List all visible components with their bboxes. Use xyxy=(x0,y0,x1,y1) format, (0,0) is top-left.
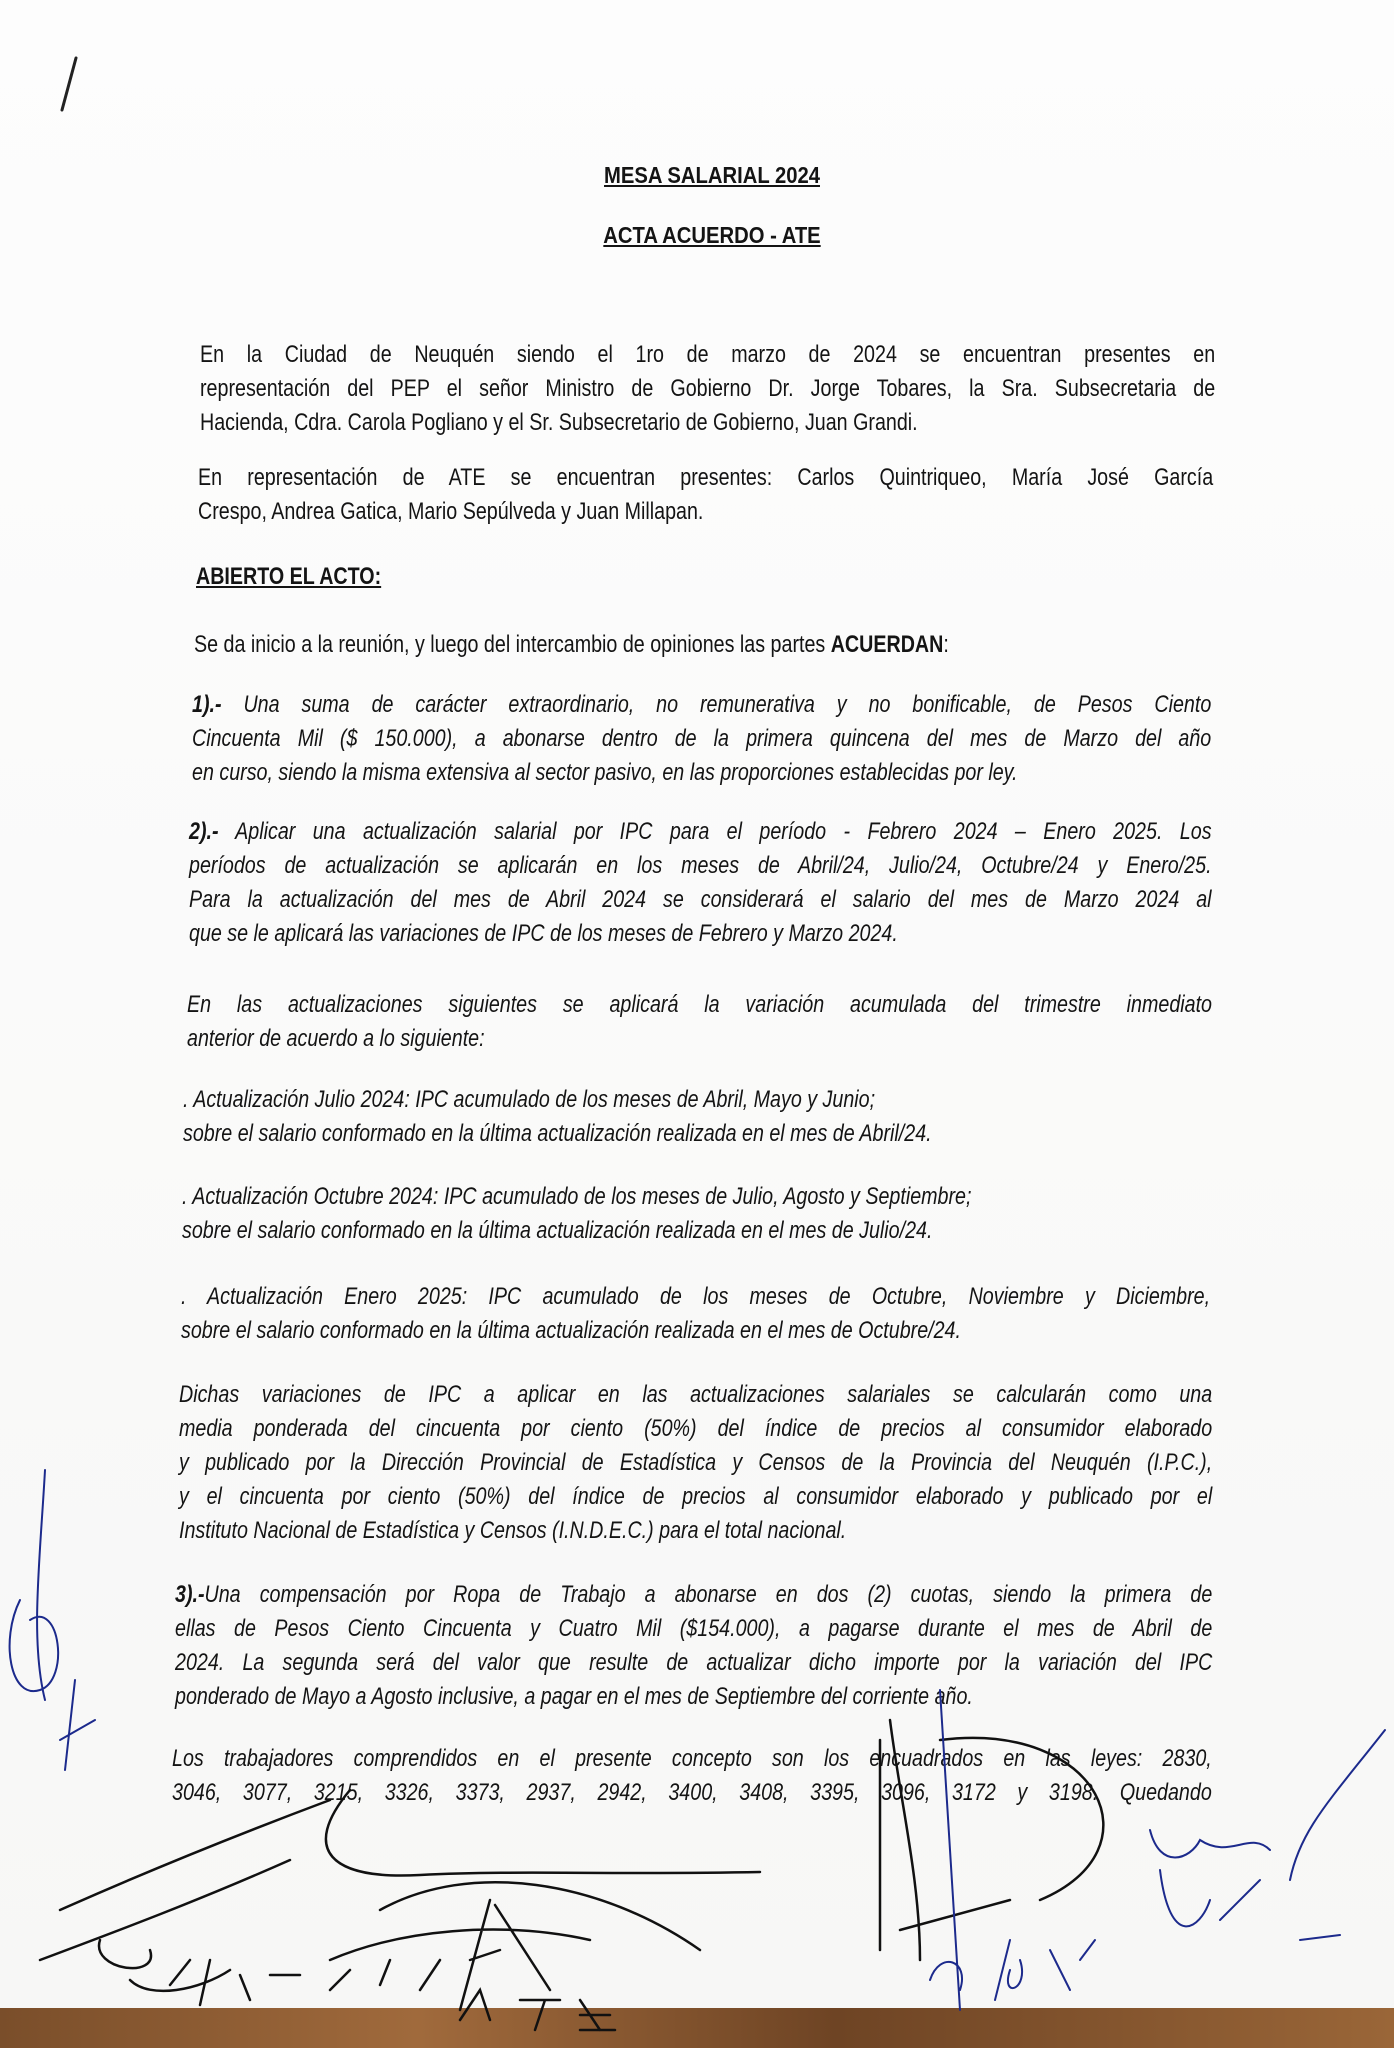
item1-text: Una suma de carácter extraordinario, no remunerativa y no bonificable, de Pesos Ciento xyxy=(221,691,1212,718)
p1-line: Hacienda, Cdra. Carola Pogliano y el Sr. Subsecretario de Gobierno, Juan Grandi. xyxy=(200,409,918,436)
variations-line: media ponderada del cincuenta por ciento (50%) del índice de precios al consumidor elaborado xyxy=(179,1415,1213,1442)
item2b-line: En las actualizaciones siguientes se aplicará la variación acumulada del trimestre inmediato xyxy=(187,991,1212,1018)
table-surface xyxy=(0,2008,1394,2048)
item1-line xyxy=(192,690,1211,720)
item3-text: Una compensación por Ropa de Trabajo a abonarse en dos (2) cuotas, siendo la primera de xyxy=(204,1581,1213,1608)
item2-line: que se le aplicará las variaciones de IPC de los meses de Febrero y Marzo 2024. xyxy=(189,920,898,947)
item2b-line: anterior de acuerdo a lo siguiente: xyxy=(187,1025,485,1052)
document-subtitle: ACTA ACUERDO - ATE xyxy=(603,222,821,248)
item3-line: 2024. La segunda será del valor que resulte de actualizar dicho importe por la variación del IPC xyxy=(175,1649,1213,1676)
variations-line: Instituto Nacional de Estadística y Censos (I.N.D.E.C.) para el total nacional. xyxy=(179,1517,847,1544)
item2-number: 2).- xyxy=(189,818,219,845)
item1-line: Cincuenta Mil ($ 150.000), a abonarse dentro de la primera quincena del mes de Marzo del año xyxy=(192,725,1212,752)
intro-line xyxy=(194,630,1209,660)
item2-text: Aplicar una actualización salarial por IPC para el período - Febrero 2024 – Enero 2025. Los xyxy=(218,818,1212,845)
item3-line: ellas de Pesos Ciento Cincuenta y Cuatro Mil ($154.000), a pagarse durante el mes de Abril de xyxy=(175,1615,1213,1642)
intro-bold: ACUERDAN xyxy=(830,631,944,658)
workers-line: 3046, 3077, 3215, 3326, 3373, 2937, 2942, 3400, 3408, 3395, 3096, 3172 y 3198. Quedando xyxy=(172,1779,1212,1806)
update-january-line: sobre el salario conformado en la última actualización realizada en el mes de Octubre/24. xyxy=(181,1317,961,1344)
item3-line: ponderado de Mayo a Agosto inclusive, a pagar en el mes de Septiembre del corriente año. xyxy=(175,1683,973,1710)
workers-line: Los trabajadores comprendidos en el presente concepto son los encuadrados en las leyes: 2830, xyxy=(172,1745,1212,1772)
update-october-line: sobre el salario conformado en la última actualización realizada en el mes de Julio/24. xyxy=(182,1217,933,1244)
update-january-line: . Actualización Enero 2025: IPC acumulado de los meses de Octubre, Noviembre y Diciembre, xyxy=(181,1283,1211,1310)
variations-line: y el cincuenta por ciento (50%) del índice de precios al consumidor elaborado y publicado por el xyxy=(179,1483,1213,1510)
update-july-line: sobre el salario conformado en la última actualización realizada en el mes de Abril/24. xyxy=(183,1120,932,1147)
item2-line xyxy=(189,817,1212,847)
item1-line: en curso, siendo la misma extensiva al sector pasivo, en las proporciones establecidas por ley. xyxy=(192,759,1018,786)
item1-number: 1).- xyxy=(192,691,222,718)
p1-line: representación del PEP el señor Ministro de Gobierno Dr. Jorge Tobares, la Sra. Subsecretaria de xyxy=(200,375,1216,402)
document-title: MESA SALARIAL 2024 xyxy=(604,162,820,188)
item3-number: 3).- xyxy=(175,1581,205,1608)
item2-line: Para la actualización del mes de Abril 2024 se considerará el salario del mes de Marzo 2024 al xyxy=(189,886,1212,913)
item3-line xyxy=(175,1580,1212,1610)
section-heading: ABIERTO EL ACTO: xyxy=(196,563,382,590)
update-july-line: . Actualización Julio 2024: IPC acumulado de los meses de Abril, Mayo y Junio; xyxy=(183,1086,876,1113)
intro-text: Se da inicio a la reunión, y luego del intercambio de opiniones las partes xyxy=(194,631,831,658)
p1-line: En la Ciudad de Neuquén siendo el 1ro de marzo de 2024 se encuentran presentes en xyxy=(200,341,1216,368)
intro-end: : xyxy=(943,631,949,658)
update-october-line: . Actualización Octubre 2024: IPC acumulado de los meses de Julio, Agosto y Septiembre; xyxy=(182,1183,972,1210)
variations-line: Dichas variaciones de IPC a aplicar en las actualizaciones salariales se calcularán como una xyxy=(179,1381,1213,1408)
item2-line: períodos de actualización se aplicarán en los meses de Abril/24, Julio/24, Octubre/24 y Enero/25. xyxy=(189,852,1212,879)
variations-line: y publicado por la Dirección Provincial de Estadística y Censos de la Provincia del Neuquén (I.P.C.), xyxy=(179,1449,1213,1476)
p2-line: Crespo, Andrea Gatica, Mario Sepúlveda y Juan Millapan. xyxy=(198,498,704,525)
p2-line: En representación de ATE se encuentran presentes: Carlos Quintriqueo, María José García xyxy=(198,464,1214,491)
